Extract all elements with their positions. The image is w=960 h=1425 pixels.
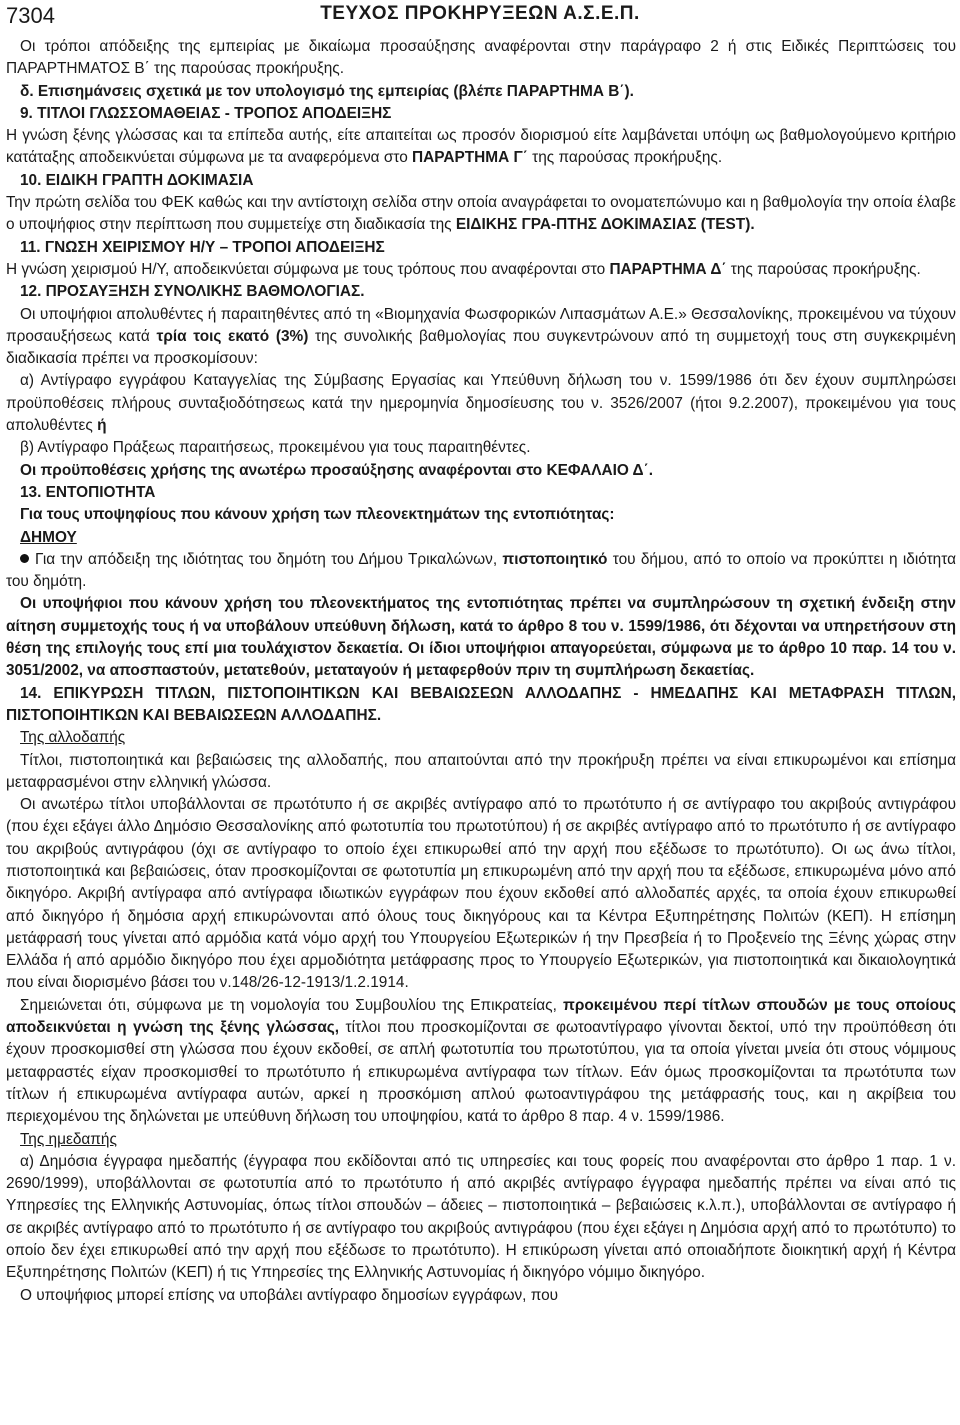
paragraph-p20 <box>6 750 956 795</box>
page-number: 7304 <box>6 3 55 28</box>
text-run: 13. ΕΝΤΟΠΙΟΤΗΤΑ <box>20 483 156 501</box>
text-run: Οι ανωτέρω τίτλοι υποβάλλονται σε πρωτότυπο ή σε ακριβές αντίγραφο από το πρωτότυπο ή σε αντίγραφο του ακριβούς αντιγράφου (που έχει εξάγει άλλο Δημόσιο Θεσσαλονίκης από φωτοτυπία του πρωτοτύπου) ή σε ακριβές αντίγραφο από το πρωτότυπο ή σε αντίγραφο του ακριβούς αντιγράφου (όχι σε αντίγραφο το οποίο έχει επικυρωθεί από την αρχή που εξέδωσε το πρωτότυπο). Οι ως άνω τίτλοι, πιστοποιητικά και βεβαιώσεις, όταν προσκομίζονται σε φωτοτυπία μη επικυρωμένη από την αρχή που τα εξέδωσε, επικυρωμένα μόνο από δικηγόρο. Ακριβή αντίγραφα από αντίγραφα ιδιωτικών εγγράφων που έχουν εκδοθεί από αλλοδαπές αρχές, τα οποία έχουν επικυρωθεί από δικηγόρο ή δημόσια αρχή επικυρώνονται από όλους τους δικηγόρους και τα Κέντρα Εξυπηρέτησης Πολιτών (ΚΕΠ). Η επίσημη μετάφρασή τους γίνεται από αρμόδια κατά νόμο αρχή του Υπουργείου Εξωτερικών ή την Πρεσβεία ή το Προξενείο της Ξένης χώρας στην Ελλάδα ή από αρμόδιο δικηγόρο που έχει αρμοδιότητα μετάφρασης προς το Υπουργείο Εξωτερικών, για πιστοποιητικά και δικαιολογητικά που είναι διορισμένο βάσει του ν.148/26-12-1913/1.2.1914. <box>6 796 956 992</box>
text-run: 14. ΕΠΙΚΥΡΩΣΗ ΤΙΤΛΩΝ, ΠΙΣΤΟΠΟΙΗΤΙΚΩΝ ΚΑΙ ΒΕΒΑΙΩΣΕΩΝ ΑΛΛΟΔΑΠΗΣ - ΗΜΕΔΑΠΗΣ ΚΑΙ ΜΕΤΑΦΡΑΣΗ ΤΙΤΛΩΝ, ΠΙΣΤΟΠΟΙΗΤΙΚΩΝ ΚΑΙ ΒΕΒΑΙΩΣΕΩΝ ΑΛΛΟΔΑΠΗΣ. <box>6 684 956 724</box>
text-run: τίτλοι που προσκομίζονται σε φωτοαντίγραφο γίνονται δεκτοί, υπό την προϋπόθεση ότι έχουν προσκομισθεί στη γλώσσα που έχουν εκδοθεί, σε απλή φωτοτυπία του πρωτοτύπου, για τα οποία γίνεται μνεία ότι στους νόμιμους μεταφραστές είχαν προσκομισθεί το πρωτότυπο ή επικυρωμένα αντίγραφα των τίτλων. Εάν όμως προσκομίζονται τα πρωτότυπα των τίτλων ή επικυρωμένα αντίγραφα αυτών, αρκεί η προσκόμιση απλού φωτοαντιγράφου της μετάφρασής τους, και η ακρίβεια του περιεχομένου της δηλώνεται με υπεύθυνη δήλωση του υποψηφίου, κατά το άρθρο 8 παρ. 4 ν. 1599/1986. <box>6 1019 956 1126</box>
paragraph-p11 <box>6 437 956 459</box>
paragraph-p25 <box>6 1285 956 1307</box>
paragraph-p10 <box>6 370 956 437</box>
paragraph-p14 <box>6 504 956 526</box>
text-run: ΠΑΡΑΡΤΗΜΑ Γ΄ <box>412 149 528 167</box>
text-run: του δήμου, από το οποίο να προκύπτει η ιδιότητα του δημότη. <box>6 550 956 591</box>
paragraph-p16 <box>6 549 956 594</box>
paragraph-p17 <box>6 593 956 682</box>
text-run: Της ημεδαπής <box>20 1130 117 1148</box>
text-run: Της αλλοδαπής <box>20 729 126 747</box>
text-run: Για την απόδειξη της ιδιότητας του δημότη του Δήμου Τρικαλώνων, <box>35 550 503 568</box>
text-run: Οι υποψήφιοι απολυθέντες ή παραιτηθέντες από τη «Βιομηχανία Φωσφορικών Λιπασμάτων Α.Ε.» Θεσσαλονίκης, προκειμένου να τύχουν προσαυξήσεως κατά <box>6 305 956 345</box>
text-run: α) Δημόσια έγγραφα ημεδαπής (έγγραφα που εκδίδονται από τις υπηρεσίες και τους φορείς που αναφέρονται στο άρθρο 1 παρ. 1 ν. 2690/1999), υποβάλλονται σε φωτοτυπία από το πρωτότυπο ή από ακριβές αντίγραφο έγγραφα ημεδαπής πρέπει να είναι από τις Υπηρεσίες της Ελληνικής Αστυνομίας, όπως τίτλοι σπουδών – άδειες – πιστοποιητικά – βεβαιώσεις κ.λ.π.), υποβάλλονται σε αντίγραφο ή σε ακριβές αντίγραφο από το πρωτότυπο ή σε αντίγραφο του ακριβούς αντιγράφου (που έχει εξάγει η Δημόσια αρχή από το πρωτότυπο) το οποίο δεν έχει επικυρωθεί από την αρχή που εξέδωσε το πρωτότυπο). Η επικύρωση γίνεται από οποιαδήποτε διοικητική αρχή ή Κέντρα Εξυπηρέτησης Πολιτών (ΚΕΠ) ή τις Υπηρεσίες της Ελληνικής Αστυνομίας ή δικηγόρο νόμιμο δικηγόρο. <box>6 1152 956 1282</box>
text-run: α) Αντίγραφο εγγράφου Καταγγελίας της Σύμβασης Εργασίας και Υπεύθυνη δήλωση του ν. 1599/1986 ότι δεν έχουν συμπληρώσει προϋποθέσεις πλήρους συνταξιοδότησεως κατά την ημερομηνία δημοσίευσης του ν. 3526/2007 (ήτοι 9.2.2007), προκειμένου για τους απολυθέντες <box>6 372 956 435</box>
text-run: Την πρώτη σελίδα του ΦΕΚ καθώς και την αντίστοιχη σελίδα στην οποία αναγράφεται το ονοματεπώνυμο και η βαθμολογία την οποία έλαβε ο υποψήφιος στην περίπτωση που συμμετείχε στη διαδικασία της <box>6 194 956 234</box>
text-run: της παρούσας προκήρυξης. <box>726 260 921 278</box>
paragraph-p3 <box>6 125 956 170</box>
text-run: β) Αντίγραφο Πράξεως παραιτήσεως, προκειμένου για τους παραιτηθέντες. <box>20 439 531 457</box>
paragraph-p1 <box>6 81 956 103</box>
text-run: Τίτλοι, πιστοποιητικά και βεβαιώσεις της αλλοδαπής, που απαιτούνται από την προκήρυξη πρέπει να είναι επικυρωμένοι και επίσημα μεταφρασμένοι στην ελληνική γλώσσα. <box>6 751 956 791</box>
paragraph-p21 <box>6 794 956 995</box>
text-run: Η γνώση χειρισμού Η/Υ, αποδεικνύεται σύμφωνα με τους τρόπους που αναφέρονται στο <box>6 260 610 278</box>
text-run: ΠΑΡΑΡΤΗΜΑ Δ΄ <box>609 260 727 278</box>
text-run: Οι προϋποθέσεις χρήσης της ανωτέρω προσαύξησης αναφέρονται στο ΚΕΦΑΛΑΙΟ Δ΄. <box>20 461 653 479</box>
page-header <box>6 3 954 33</box>
paragraph-p9 <box>6 304 956 371</box>
paragraph-p22 <box>6 995 956 1129</box>
paragraph-p5 <box>6 192 956 237</box>
text-run: Οι τρόποι απόδειξης της εμπειρίας με δικαίωμα προσαύξησης αναφέρονται στην παράγραφο 2 ή στις Ειδικές Περιπτώσεις του ΠΑΡΑΡΤΗΜΑΤΟΣ Β΄ της παρούσας προκήρυξης. <box>6 38 956 78</box>
paragraph-p13 <box>6 482 956 504</box>
text-run: 11. ΓΝΩΣΗ ΧΕΙΡΙΣΜΟΥ Η/Υ – ΤΡΟΠΟΙ ΑΠΟΔΕΙΞΗΣ <box>20 238 385 256</box>
text-run: πιστοποιητικό <box>502 550 608 568</box>
paragraph-p4 <box>6 170 956 192</box>
paragraph-p8 <box>6 281 956 303</box>
text-run: ΕΙΔΙΚΗΣ ΓΡΑ-ΠΤΗΣ ΔΟΚΙΜΑΣΙΑΣ (TEST). <box>455 216 755 234</box>
paragraph-p7 <box>6 259 956 281</box>
document-body <box>6 36 956 1307</box>
paragraph-p15 <box>6 527 956 549</box>
paragraph-p18 <box>6 683 956 728</box>
text-run: ή <box>97 417 107 435</box>
text-run: 12. ΠΡΟΣΑΥΞΗΣΗ ΣΥΝΟΛΙΚΗΣ ΒΑΘΜΟΛΟΓΙΑΣ. <box>20 283 365 301</box>
journal-title: ΤΕΥΧΟΣ ΠΡΟΚΗΡΥΞΕΩΝ Α.Σ.Ε.Π. <box>320 3 640 24</box>
paragraph-p12 <box>6 460 956 482</box>
text-run: Σημειώνεται ότι, σύμφωνα με τη νομολογία του Συμβουλίου της Επικρατείας, <box>20 996 564 1014</box>
text-run: 10. ΕΙΔΙΚΗ ΓΡΑΠΤΗ ΔΟΚΙΜΑΣΙΑ <box>20 171 254 189</box>
text-run: Η γνώση ξένης γλώσσας και τα επίπεδα αυτής, είτε απαιτείται ως προσόν διορισμού είτε λαμβάνεται υπόψη ως βαθμολογούμενο κριτήριο κατάταξης αποδεικνύεται σύμφωνα με τα αναφερόμενα στο <box>6 127 956 167</box>
bullet-icon <box>20 554 29 563</box>
text-run: Ο υποψήφιος μπορεί επίσης να υποβάλει αντίγραφο δημοσίων εγγράφων, που <box>20 1286 559 1304</box>
text-run: προκειμένου περί τίτλων σπουδών με τους οποίους αποδεικνύεται η γνώση της ξένης γλώσσας, <box>6 996 956 1037</box>
paragraph-p19 <box>6 727 956 749</box>
paragraph-p0 <box>6 36 956 81</box>
paragraph-p23 <box>6 1129 956 1151</box>
text-run: Οι υποψήφιοι που κάνουν χρήση του πλεονεκτήματος της εντοπιότητας πρέπει να συμπληρώσουν τη σχετική ένδειξη στην αίτηση συμμετοχής τους ή να υποβάλουν υπεύθυνη δήλωση, κατά το άρθρο 8 του ν. 1599/1986, ότι δέχονται να υπηρετήσουν στη θέση της επιλογής τους επί μια τουλάχιστον δεκαετία. Οι ίδιοι υποψήφιοι απαγορεύεται, σύμφωνα με το άρθρο 10 παρ. 14 του ν. 3051/2002, να αποσπαστούν, μετατεθούν, μεταταγούν ή μεταφερθούν πριν τη συμπλήρωση δεκαετίας. <box>6 595 956 680</box>
text-run: ΔΗΜΟΥ <box>20 528 77 546</box>
paragraph-p24 <box>6 1151 956 1285</box>
text-run: της συνολικής βαθμολογίας που συγκεντρώνουν από τη συμμετοχή τους στη συγκεκριμένη διαδικασία πρέπει να προσκομίσουν: <box>6 327 956 368</box>
text-run: τρία τοις εκατό (3%) <box>156 327 309 345</box>
text-run: Για τους υποψηφίους που κάνουν χρήση των πλεονεκτημάτων της εντοπιότητας: <box>20 506 615 524</box>
paragraph-p2 <box>6 103 956 125</box>
text-run: δ. Επισημάνσεις σχετικά με τον υπολογισμό της εμπειρίας (βλέπε ΠΑΡΑΡΤΗΜΑ Β΄). <box>20 82 634 100</box>
text-run: της παρούσας προκήρυξης. <box>527 149 723 167</box>
text-run: 9. ΤΙΤΛΟΙ ΓΛΩΣΣΟΜΑΘΕΙΑΣ - ΤΡΟΠΟΣ ΑΠΟΔΕΙΞΗΣ <box>20 104 392 122</box>
paragraph-p6 <box>6 237 956 259</box>
